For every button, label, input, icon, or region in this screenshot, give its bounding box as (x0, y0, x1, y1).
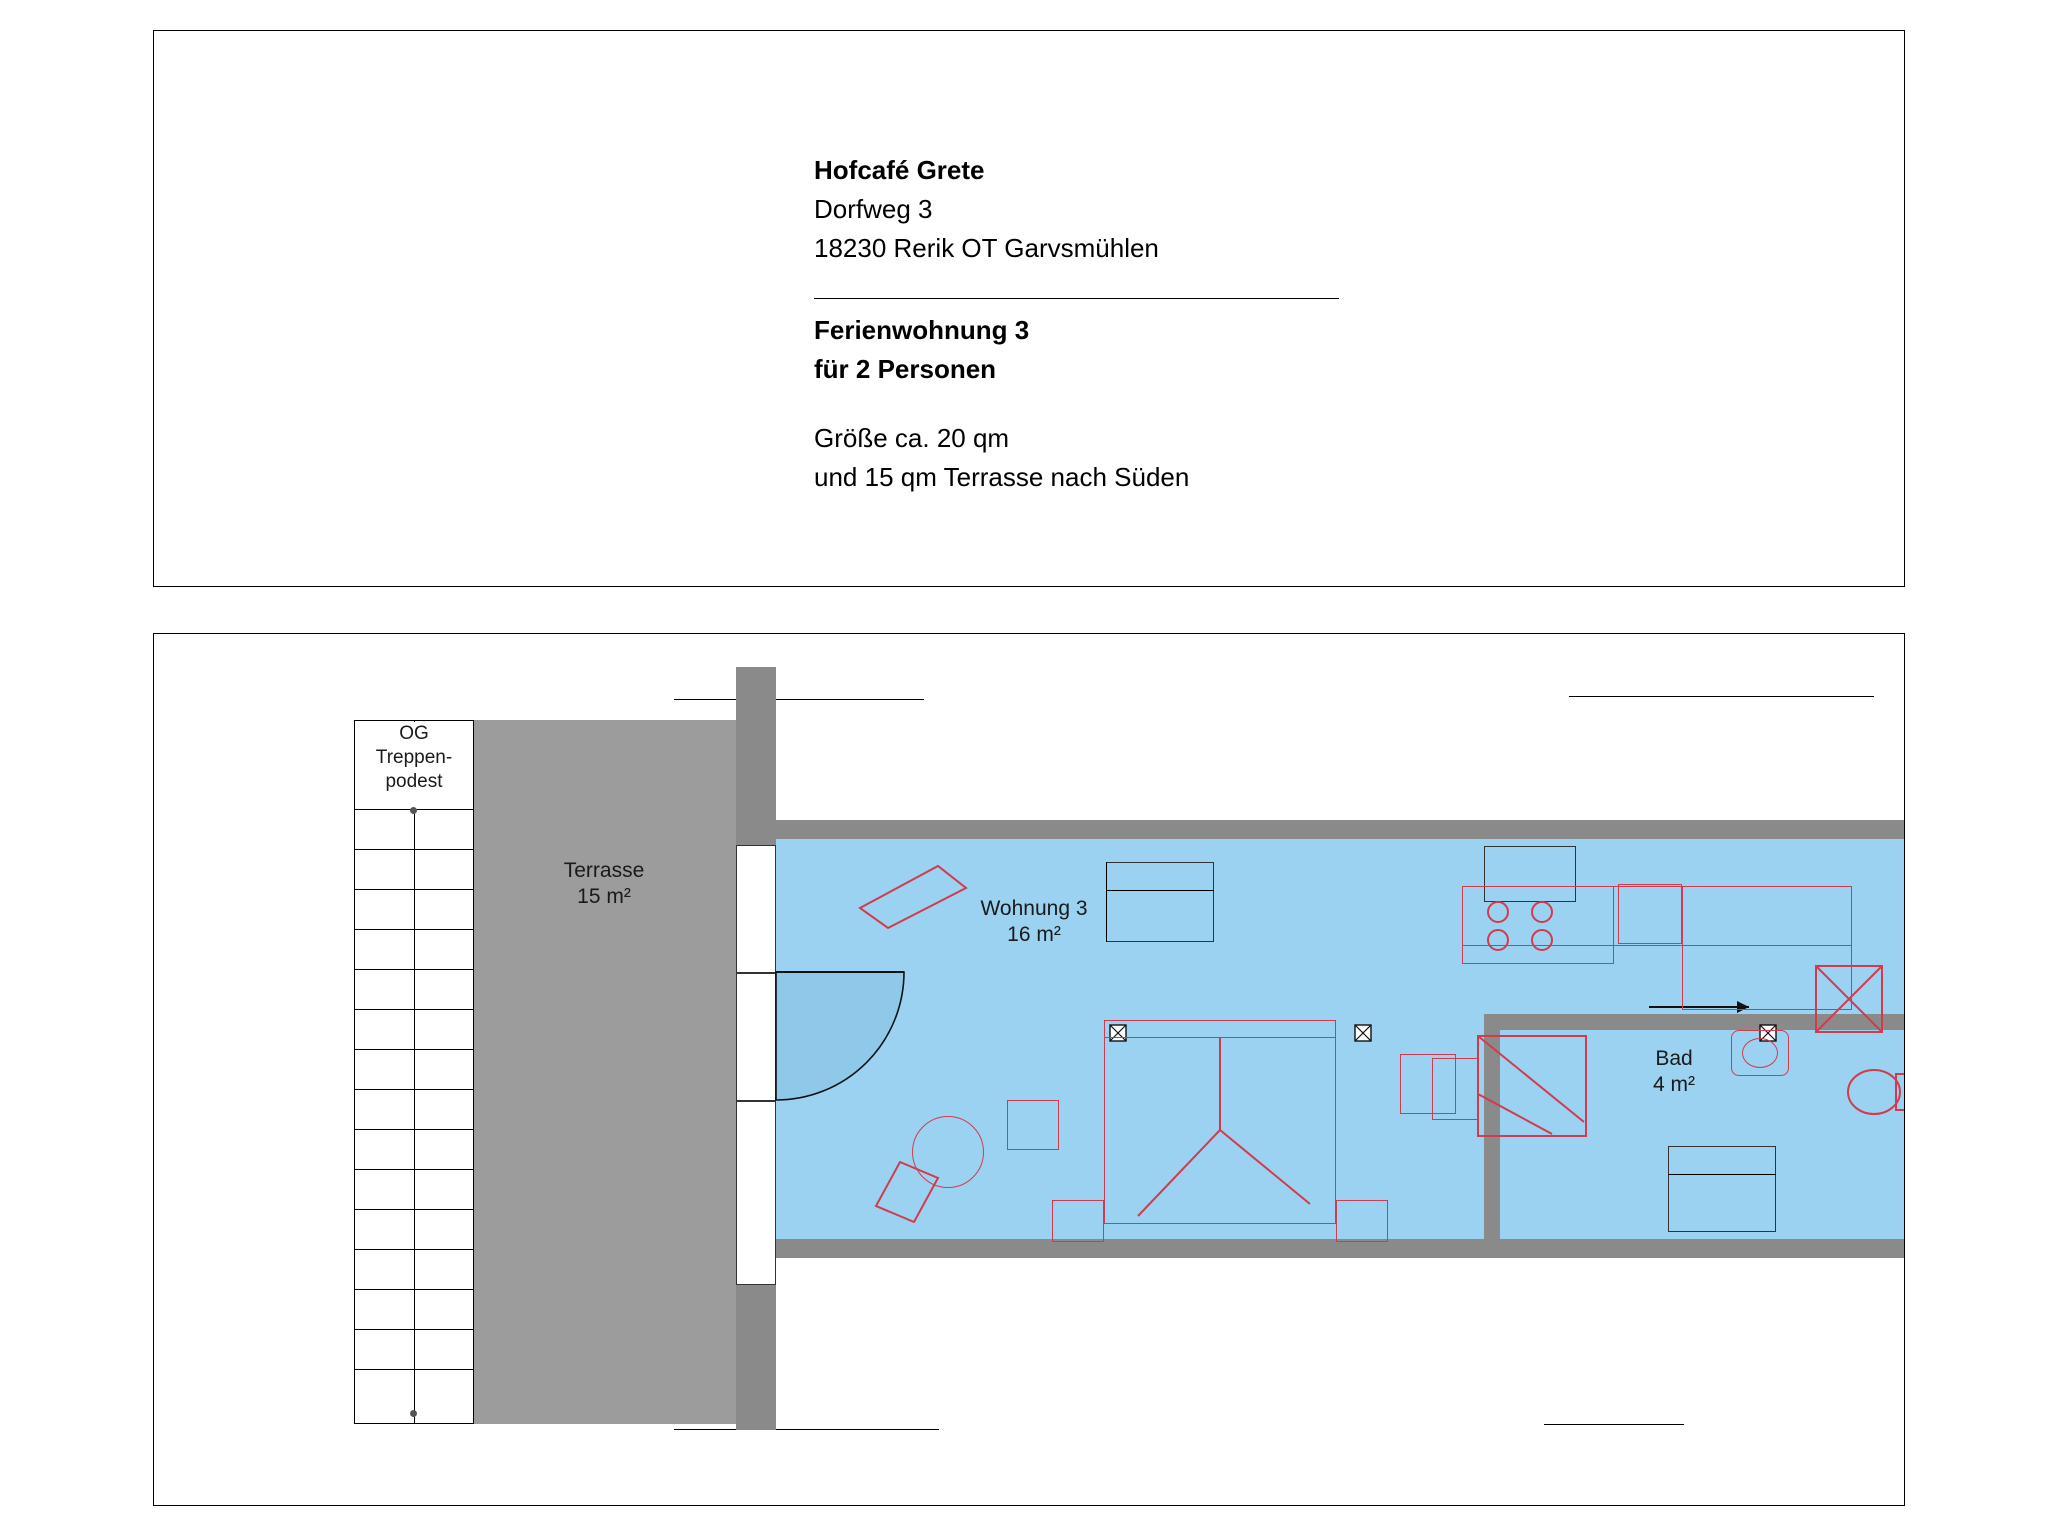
stair-step (355, 1169, 473, 1170)
terrace-area (472, 720, 736, 1424)
furniture-bath-cabinet (1668, 1146, 1776, 1232)
stair-step (355, 1369, 473, 1370)
stair-step (355, 1049, 473, 1050)
furniture-chair-a (1007, 1100, 1059, 1150)
furniture-nightstand-left (1052, 1200, 1104, 1242)
wall-marker-icon (1354, 1024, 1372, 1042)
furniture-wardrobe-post (1106, 862, 1107, 942)
floor-plan-box (153, 633, 1905, 1506)
furniture-wardrobe (1106, 862, 1214, 942)
title-box (153, 30, 1905, 587)
furniture-wardrobe-divider (1106, 890, 1214, 891)
living-room-name: Wohnung 3 (980, 897, 1088, 920)
furniture-toilet-icon (1846, 1062, 1905, 1122)
stair-step (355, 969, 473, 970)
furniture-washbasin-bowl (1742, 1038, 1778, 1068)
furniture-chair-b (872, 1160, 944, 1230)
stair-label (350, 722, 478, 794)
terrace-area-value: 15 m² (577, 885, 631, 908)
furniture-nightstand-right (1336, 1200, 1388, 1242)
stair-label-line-3: podest (385, 771, 443, 792)
unit-subtitle: für 2 Personen (814, 354, 997, 384)
window-left-lower (736, 1101, 776, 1285)
ref-line-top-right (1569, 696, 1874, 697)
title-text-block (814, 151, 1514, 497)
furniture-shelf-angled (854, 862, 974, 932)
unit-title: Ferienwohnung 3 (814, 315, 1030, 345)
size-line-2: und 15 qm Terrasse nach Süden (814, 462, 1190, 492)
wall-left-lower (736, 1285, 776, 1430)
stair-node-bottom (410, 1410, 417, 1417)
stair-step (355, 1329, 473, 1330)
stair-step (355, 1009, 473, 1010)
stair-step (355, 1129, 473, 1130)
furniture-side-cabinet (1432, 1058, 1478, 1120)
ref-line-bottom-right (1544, 1424, 1684, 1425)
furniture-shower-icon (1476, 1034, 1588, 1138)
bath-name: Bad (1655, 1047, 1693, 1070)
business-name: Hofcafé Grete (814, 155, 985, 185)
stair-node-top (410, 807, 417, 814)
door-swing-icon (774, 970, 914, 1105)
stair-step (355, 889, 473, 890)
terrace-label (472, 858, 736, 910)
furniture-bed-headboard (1104, 1020, 1336, 1038)
title-divider (814, 298, 1339, 299)
street-address: Dorfweg 3 (814, 194, 933, 224)
floor-plan-canvas (154, 634, 1904, 1505)
spacer-1 (814, 268, 1514, 290)
wall-top (776, 820, 1905, 839)
stair-landing (354, 720, 474, 1424)
stair-step (355, 1209, 473, 1210)
furniture-bed-blanket (1104, 1038, 1336, 1224)
bath-label (1594, 1046, 1754, 1098)
wall-left-upper (736, 667, 776, 845)
ref-line-bottom-left (674, 1429, 939, 1430)
window-left-upper (736, 845, 776, 973)
spacer-2 (814, 389, 1514, 419)
stair-step (355, 1089, 473, 1090)
stair-label-line-1: OG (399, 723, 429, 744)
stair-label-line-2: Treppen- (375, 747, 453, 768)
stair-step (355, 1289, 473, 1290)
size-line-1: Größe ca. 20 qm (814, 423, 1010, 453)
stair-step (355, 929, 473, 930)
stair-step (355, 1249, 473, 1250)
terrace-name: Terrasse (563, 859, 645, 882)
stair-step (355, 849, 473, 850)
stair-center-line (414, 721, 415, 1423)
bath-area-value: 4 m² (1653, 1073, 1695, 1096)
furniture-bath-cabinet-divider (1668, 1174, 1776, 1175)
door-left-terrace (736, 973, 776, 1101)
ref-line-top-left (674, 699, 924, 700)
furniture-washer-icon (1814, 964, 1886, 1036)
living-room-area-value: 16 m² (1007, 923, 1061, 946)
city-address: 18230 Rerik OT Garvsmühlen (814, 233, 1159, 263)
